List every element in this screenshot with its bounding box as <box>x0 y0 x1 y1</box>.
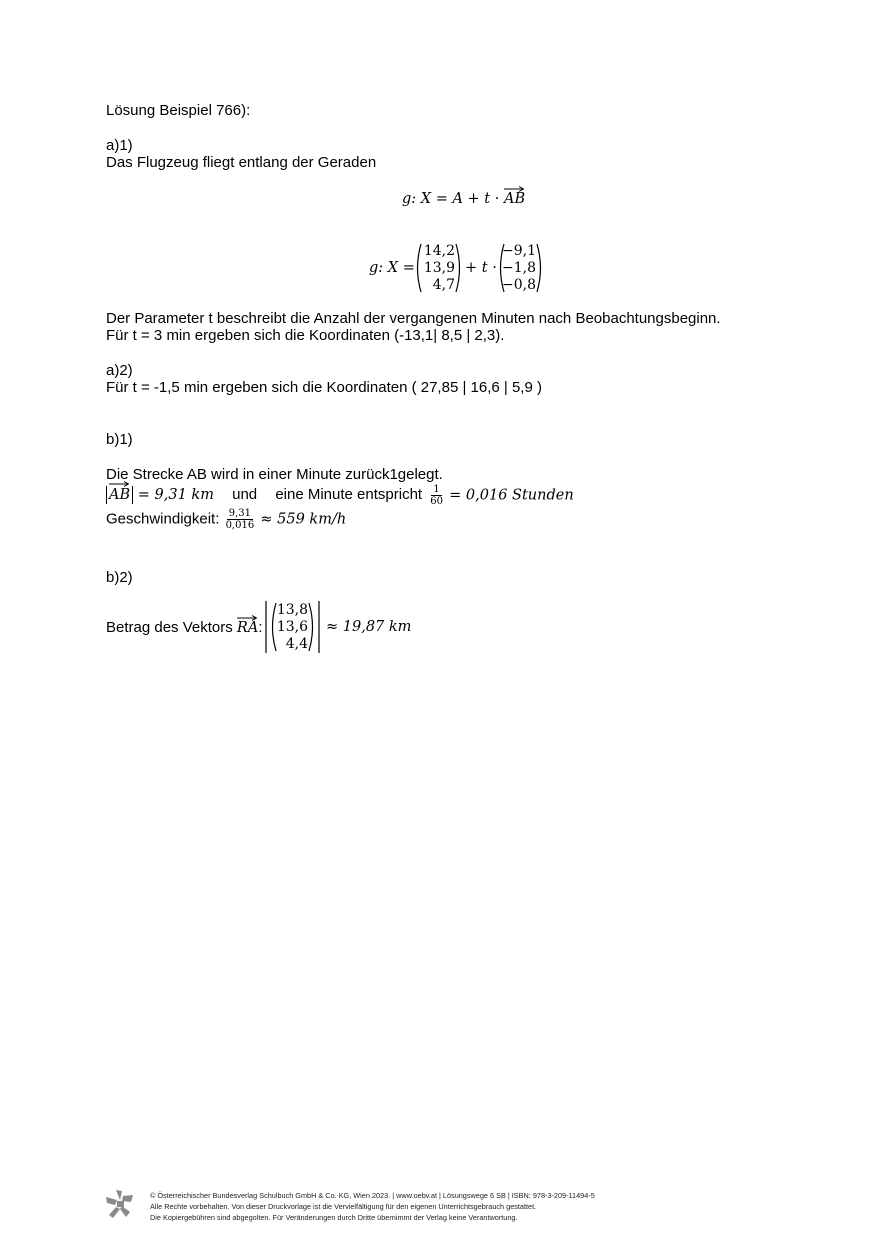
a2-coordinates-text: Für t = -1,5 min ergeben sich die Koordinaten ( 27,85 | 16,6 | 5,9 ) <box>106 379 542 396</box>
t3-coordinates-text: Für t = 3 min ergeben sich die Koordinaten (-13,1| 8,5 | 2,3). <box>106 327 505 344</box>
fraction-1-60: $\frac{1}{60}$ <box>430 484 443 507</box>
right-paren-icon <box>454 243 464 293</box>
b1-ab-length-line <box>106 484 574 510</box>
equation2-mid: + t · <box>465 260 497 276</box>
right-paren-icon <box>307 602 317 652</box>
minute-value: = 0,016 Stunden <box>449 487 574 504</box>
minute-text: eine Minute entspricht <box>275 486 423 504</box>
vector-arrow-icon <box>504 186 524 192</box>
abs-bar-right-icon <box>317 601 321 653</box>
abs-bars <box>106 486 133 504</box>
und-text: und <box>232 486 258 504</box>
vector-arrow-icon <box>237 615 257 621</box>
line-equation-numeric <box>369 243 569 295</box>
parameter-text: Der Parameter t beschreibt die Anzahl der vergangenen Minuten nach Beobachtungsbeginn. <box>106 310 721 327</box>
vector-a: 14,2 13,9 4,7 <box>423 243 455 293</box>
a1-intro-text: Das Flugzeug fliegt entlang der Geraden <box>106 154 377 171</box>
line-equation-symbolic <box>402 191 525 207</box>
footer-disclaimer: Die Kopiergebühren sind abgegolten. Für Veränderungen durch Dritte übernimmt der Verlag keine Verantwortung. <box>150 1213 518 1222</box>
magnitude-result: ≈ 19,87 km <box>326 619 412 635</box>
footer-copyright: © Österreichischer Bundesverlag Schulbuch GmbH & Co. KG, Wien 2023. | www.oebv.at | Lösungswege 6 SB | ISBN: 978-3-209-11494-5 <box>150 1191 595 1200</box>
b2-magnitude-line <box>106 601 426 655</box>
equation-left: g: X = A + t · <box>402 191 500 207</box>
section-label-b1: b)1) <box>106 431 133 448</box>
section-label-a1: a)1) <box>106 137 133 154</box>
publisher-logo-icon <box>104 1188 136 1220</box>
b1-speed-line <box>106 508 346 534</box>
vector-ab: AB <box>504 191 525 207</box>
vector-ab-numeric: −9,1 −1,8 −0,8 <box>502 243 536 293</box>
fraction-speed: $\frac{9,31}{0,016}$ <box>225 508 255 531</box>
right-paren-icon <box>535 243 545 293</box>
section-label-a2: a)2) <box>106 362 133 379</box>
footer-rights: Alle Rechte vorbehalten. Von dieser Druckvorlage ist die Vervielfältigung für den eigenen Unterrichtsgebrauch gestattet. <box>150 1202 537 1211</box>
b1-distance-text: Die Strecke AB wird in einer Minute zurück1gelegt. <box>106 466 443 483</box>
speed-label: Geschwindigkeit: <box>106 510 220 528</box>
ab-magnitude: AB = 9,31 km <box>106 486 214 504</box>
betrag-label: Betrag des Vektors RA: <box>106 619 262 636</box>
speed-value: ≈ 559 km/h <box>260 511 347 528</box>
vector-ab: AB <box>109 486 130 504</box>
page-title: Lösung Beispiel 766): <box>106 102 251 119</box>
equation2-left: g: X = <box>369 260 415 276</box>
footer <box>150 1190 595 1223</box>
vector-arrow-icon <box>109 481 129 487</box>
section-label-b2: b)2) <box>106 569 133 586</box>
vector-ra-numeric: 13,8 13,6 4,4 <box>276 602 308 652</box>
vector-ra: RA <box>237 620 258 636</box>
